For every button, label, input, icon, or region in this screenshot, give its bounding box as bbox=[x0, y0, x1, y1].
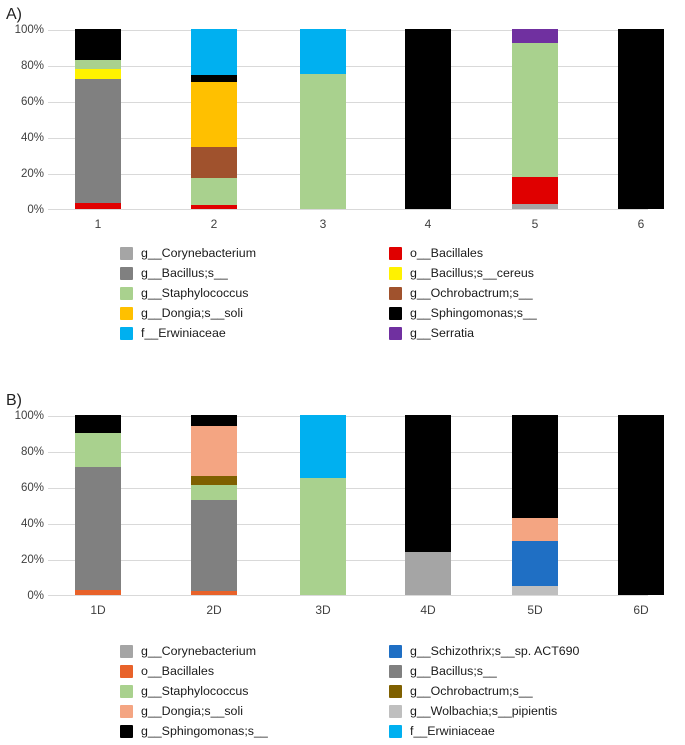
x-axis-tick-label: 3 bbox=[319, 217, 327, 231]
bar-segment bbox=[300, 415, 346, 478]
legend-swatch bbox=[389, 665, 402, 678]
legend-item bbox=[389, 306, 640, 321]
legend-item bbox=[120, 326, 371, 341]
legend-label: g__Ochrobactrum;s__ bbox=[410, 286, 533, 300]
legend-item bbox=[120, 266, 371, 281]
legend-swatch bbox=[389, 287, 402, 300]
bar-segment bbox=[191, 415, 237, 426]
legend-label: o__Bacillales bbox=[410, 246, 484, 260]
bar-segment bbox=[75, 79, 121, 202]
gridline bbox=[48, 452, 648, 453]
bar-segment bbox=[405, 29, 451, 209]
legend-swatch bbox=[120, 307, 133, 320]
panel-a-label: A) bbox=[6, 6, 22, 23]
legend-swatch bbox=[120, 725, 133, 738]
x-axis-tick-label: 3D bbox=[315, 603, 331, 617]
bar-segment bbox=[300, 29, 346, 74]
legend-label: g__Wolbachia;s__pipientis bbox=[410, 704, 558, 718]
y-axis-tick-label: 60% bbox=[20, 482, 44, 494]
y-axis-tick-label: 80% bbox=[20, 446, 44, 458]
panel-b bbox=[0, 372, 685, 745]
bar-segment bbox=[191, 75, 237, 82]
legend-swatch bbox=[120, 685, 133, 698]
legend-label: g__Schizothrix;s__sp. ACT690 bbox=[410, 644, 580, 658]
legend-label: g__Ochrobactrum;s__ bbox=[410, 684, 533, 698]
legend-item bbox=[389, 326, 640, 341]
bar-segment bbox=[512, 518, 558, 541]
legend-item bbox=[120, 664, 371, 679]
panel-a bbox=[0, 0, 685, 372]
gridline bbox=[48, 102, 648, 103]
legend-label: g__Sphingomonas;s__ bbox=[410, 306, 537, 320]
legend-item bbox=[389, 704, 640, 719]
x-axis-tick-label: 4D bbox=[420, 603, 436, 617]
legend-swatch bbox=[120, 247, 133, 260]
stacked-bar bbox=[512, 29, 558, 209]
y-axis-tick-label: 40% bbox=[20, 132, 44, 144]
x-axis-tick-label: 4 bbox=[424, 217, 432, 231]
legend-swatch bbox=[120, 645, 133, 658]
y-axis-tick-label: 20% bbox=[20, 168, 44, 180]
bar-segment bbox=[75, 415, 121, 433]
legend-swatch bbox=[120, 665, 133, 678]
x-axis-tick-label: 5 bbox=[531, 217, 539, 231]
legend-swatch bbox=[120, 327, 133, 340]
x-axis-tick-label: 6 bbox=[637, 217, 645, 231]
stacked-bar bbox=[618, 29, 664, 209]
bar-segment bbox=[191, 205, 237, 210]
legend-item bbox=[120, 306, 371, 321]
stacked-bar bbox=[405, 29, 451, 209]
bar-segment bbox=[191, 485, 237, 499]
y-axis-tick-label: 40% bbox=[20, 518, 44, 530]
y-axis-tick-label: 100% bbox=[14, 24, 44, 36]
stacked-bar bbox=[191, 29, 237, 209]
gridline bbox=[48, 560, 648, 561]
bar-segment bbox=[75, 60, 121, 69]
x-axis-tick-label: 2 bbox=[210, 217, 218, 231]
legend-swatch bbox=[389, 685, 402, 698]
bar-segment bbox=[191, 147, 237, 178]
legend-label: g__Staphylococcus bbox=[141, 684, 249, 698]
chart-b-legend bbox=[120, 644, 640, 739]
chart-a-legend bbox=[120, 246, 640, 341]
gridline bbox=[48, 30, 648, 31]
bar-segment bbox=[512, 177, 558, 204]
x-axis-tick-label: 2D bbox=[206, 603, 222, 617]
bar-segment bbox=[618, 29, 664, 209]
gridline bbox=[48, 138, 648, 139]
y-axis-tick-label: 0% bbox=[27, 204, 44, 216]
bar-segment bbox=[512, 43, 558, 176]
bar-segment bbox=[512, 29, 558, 43]
legend-label: g__Corynebacterium bbox=[141, 644, 257, 658]
legend-swatch bbox=[389, 327, 402, 340]
bar-segment bbox=[512, 541, 558, 586]
legend-item bbox=[120, 704, 371, 719]
legend-swatch bbox=[389, 705, 402, 718]
legend-label: g__Bacillus;s__cereus bbox=[410, 266, 534, 280]
legend-item bbox=[389, 246, 640, 261]
bar-segment bbox=[512, 586, 558, 595]
bar-segment bbox=[191, 591, 237, 595]
bar-segment bbox=[75, 203, 121, 209]
stacked-bar bbox=[300, 415, 346, 595]
stacked-bar bbox=[512, 415, 558, 595]
stacked-bar bbox=[618, 415, 664, 595]
panel-b-label: B) bbox=[6, 392, 22, 409]
gridline bbox=[48, 66, 648, 67]
legend-item bbox=[120, 724, 371, 739]
x-axis-tick-label: 5D bbox=[527, 603, 543, 617]
stacked-bar bbox=[300, 29, 346, 209]
bar-segment bbox=[75, 29, 121, 60]
bar-segment bbox=[405, 552, 451, 595]
x-axis-tick-label: 6D bbox=[633, 603, 649, 617]
legend-label: g__Staphylococcus bbox=[141, 286, 249, 300]
gridline bbox=[48, 488, 648, 489]
x-axis-tick-label: 1D bbox=[90, 603, 106, 617]
legend-swatch bbox=[120, 287, 133, 300]
stacked-bar bbox=[405, 415, 451, 595]
chart-a-plot bbox=[14, 24, 648, 231]
bar-segment bbox=[75, 590, 121, 595]
bar-segment bbox=[191, 500, 237, 592]
legend-item bbox=[120, 684, 371, 699]
bar-segment bbox=[512, 204, 558, 209]
legend-label: f__Erwiniaceae bbox=[141, 326, 226, 340]
legend-item bbox=[389, 644, 640, 659]
bar-segment bbox=[300, 74, 346, 209]
bar-segment bbox=[75, 69, 121, 80]
legend-label: g__Sphingomonas;s__ bbox=[141, 724, 268, 738]
legend-swatch bbox=[389, 267, 402, 280]
bar-segment bbox=[191, 426, 237, 476]
legend-item bbox=[389, 266, 640, 281]
y-axis-tick-label: 100% bbox=[14, 410, 44, 422]
legend-label: f__Erwiniaceae bbox=[410, 724, 495, 738]
legend-swatch bbox=[120, 705, 133, 718]
y-axis-tick-label: 80% bbox=[20, 60, 44, 72]
legend-item bbox=[120, 286, 371, 301]
legend-label: g__Serratia bbox=[410, 326, 475, 340]
legend-item bbox=[389, 664, 640, 679]
chart-a-plot-area bbox=[48, 30, 648, 210]
bar-segment bbox=[512, 415, 558, 518]
legend-label: g__Dongia;s__soli bbox=[141, 306, 243, 320]
legend-label: g__Dongia;s__soli bbox=[141, 704, 243, 718]
legend-item bbox=[389, 684, 640, 699]
bar-segment bbox=[300, 478, 346, 595]
legend-swatch bbox=[389, 307, 402, 320]
legend-label: g__Corynebacterium bbox=[141, 246, 257, 260]
chart-b-plot bbox=[14, 410, 649, 617]
chart-b-plot-area bbox=[48, 416, 648, 596]
legend-swatch bbox=[120, 267, 133, 280]
legend-item bbox=[389, 724, 640, 739]
bar-segment bbox=[191, 178, 237, 205]
stacked-bar bbox=[75, 415, 121, 595]
legend-swatch bbox=[389, 247, 402, 260]
stacked-bar bbox=[75, 29, 121, 209]
legend-swatch bbox=[389, 645, 402, 658]
legend-label: g__Bacillus;s__ bbox=[141, 266, 228, 280]
bar-segment bbox=[75, 467, 121, 589]
bar-segment bbox=[191, 82, 237, 147]
bar-segment bbox=[75, 433, 121, 467]
bar-segment bbox=[618, 415, 664, 595]
legend-label: g__Bacillus;s__ bbox=[410, 664, 497, 678]
bar-segment bbox=[191, 29, 237, 75]
legend-label: o__Bacillales bbox=[141, 664, 215, 678]
gridline bbox=[48, 416, 648, 417]
gridline bbox=[48, 174, 648, 175]
legend-item bbox=[389, 286, 640, 301]
bar-segment bbox=[191, 476, 237, 485]
y-axis-tick-label: 20% bbox=[20, 554, 44, 566]
gridline bbox=[48, 524, 648, 525]
x-axis-tick-label: 1 bbox=[94, 217, 102, 231]
stacked-bar bbox=[191, 415, 237, 595]
y-axis-tick-label: 0% bbox=[27, 590, 44, 602]
bar-segment bbox=[405, 415, 451, 552]
legend-item bbox=[120, 246, 371, 261]
legend-item bbox=[120, 644, 371, 659]
legend-swatch bbox=[389, 725, 402, 738]
y-axis-tick-label: 60% bbox=[20, 96, 44, 108]
